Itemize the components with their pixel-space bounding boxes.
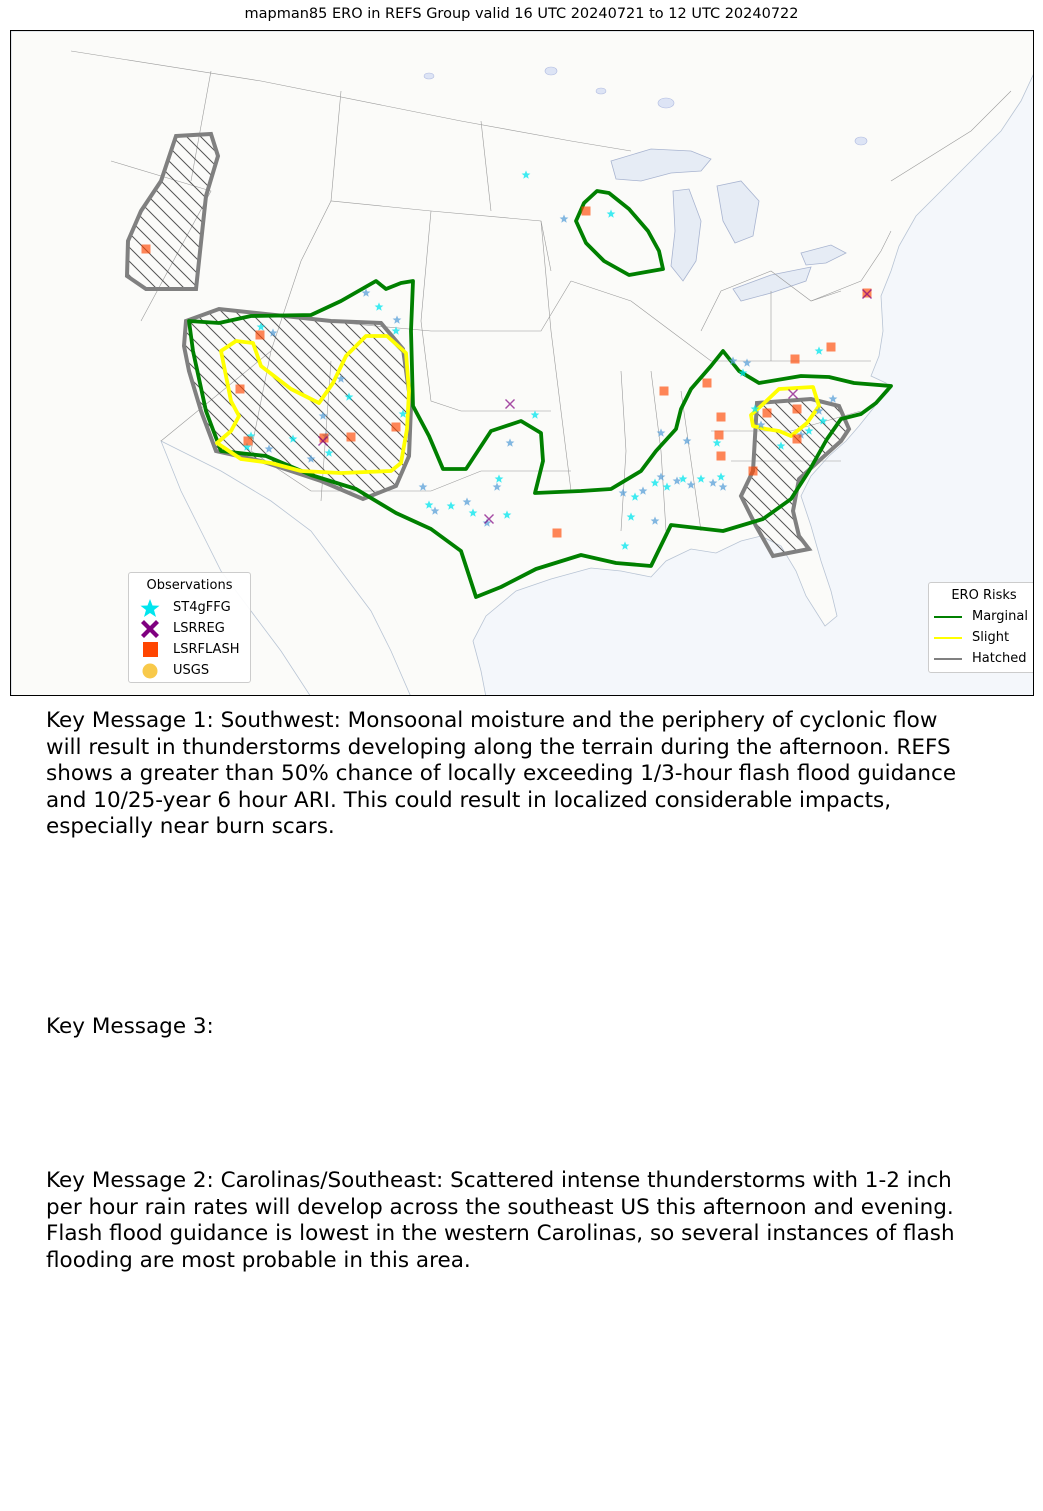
legend-item-marginal	[929, 607, 1034, 627]
legend-item-lsrflash	[129, 640, 250, 660]
lsrflash-marker	[793, 435, 802, 444]
legend-item-slight	[929, 628, 1034, 648]
lsrflash-marker	[660, 387, 669, 396]
legend-item-st4gffg	[129, 598, 250, 618]
key-message-2: Key Message 2: Carolinas/Southeast: Scattered intense thunderstorms with 1-2 inch per hour rain rates will develop across the southeast US this afternoon and evening. Flash flood guidance is lowest in the western Carolinas, so several instances of flash flooding are most probable in this area.	[46, 1168, 962, 1273]
lsrflash-marker	[827, 343, 836, 352]
lsrflash-marker	[717, 452, 726, 461]
lsrflash-marker	[717, 413, 726, 422]
lsrflash-marker	[236, 385, 245, 394]
ero-map	[10, 30, 1034, 696]
lsrflash-marker	[347, 433, 356, 442]
legend-item-lsrreg	[129, 619, 250, 639]
legend-label: Slight	[972, 630, 1010, 645]
lsrflash-marker	[142, 245, 151, 254]
ero-risks-legend	[928, 582, 1034, 673]
lsrflash-marker	[553, 529, 562, 538]
x-marker-icon	[139, 619, 161, 639]
lsrflash-marker	[703, 379, 712, 388]
lsrflash-marker	[244, 437, 253, 446]
legend-label: LSRREG	[173, 621, 225, 636]
map-title: mapman85 ERO in REFS Group valid 16 UTC 20240721 to 12 UTC 20240722	[244, 6, 799, 22]
lsrflash-marker	[749, 467, 758, 476]
ero-legend-title: ERO Risks	[951, 588, 1017, 603]
slight-line-icon	[933, 628, 963, 648]
legend-label: ST4gFFG	[173, 600, 231, 615]
lsrflash-marker	[791, 355, 800, 364]
legend-label: LSRFLASH	[173, 642, 240, 657]
key-message-1: Key Message 1: Southwest: Monsoonal moisture and the periphery of cyclonic flow will result in thunderstorms developing along the terrain during the afternoon. REFS shows a greater than 50% chance of locally exceeding 1/3-hour flash flood guidance and 10/25-year 6 hour ARI. This could result in localized considerable impacts, especially near burn scars.	[46, 708, 963, 840]
observations-legend	[128, 572, 251, 683]
hatched-line-icon	[933, 649, 963, 669]
square-marker-icon	[139, 640, 161, 660]
key-message-3: Key Message 3:	[46, 1014, 214, 1039]
observations-legend-title: Observations	[146, 578, 233, 593]
lsrflash-marker	[256, 331, 265, 340]
lsrflash-marker	[763, 409, 772, 418]
legend-item-usgs	[129, 661, 250, 681]
circle-marker-icon	[139, 661, 161, 681]
legend-label: Hatched	[972, 651, 1027, 666]
legend-label: USGS	[173, 663, 210, 678]
marginal-line-icon	[933, 607, 963, 627]
lsrflash-marker	[582, 207, 591, 216]
lsrflash-marker	[392, 423, 401, 432]
legend-item-hatched	[929, 649, 1034, 669]
lsrflash-marker	[793, 405, 802, 414]
star-marker-icon	[139, 598, 161, 618]
legend-label: Marginal	[972, 609, 1028, 624]
lsrflash-marker	[715, 431, 724, 440]
